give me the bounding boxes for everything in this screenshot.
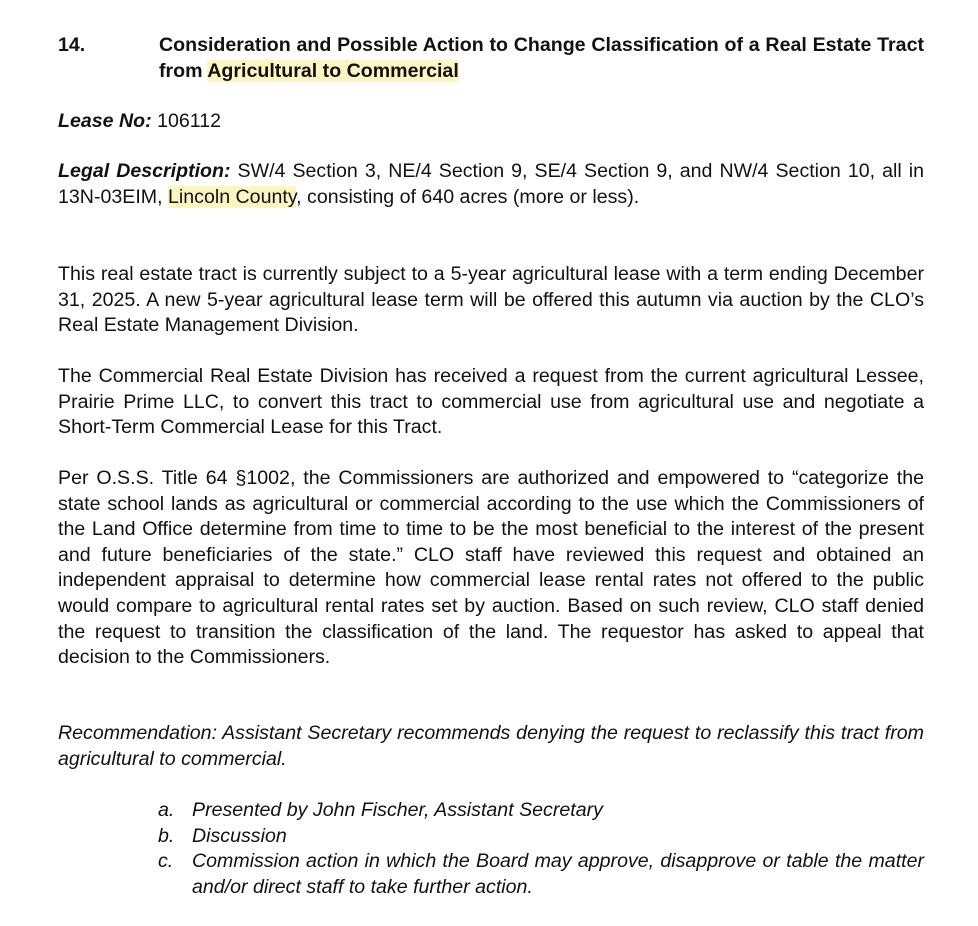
paragraph-lease-term [58,262,924,339]
list-marker: a. [158,799,175,821]
list-item [158,849,924,900]
recommendation [58,721,924,772]
lease-value: 106112 [151,110,222,132]
list-item-text: Commission action in which the Board may approve, disapprove or table the matter and/or direct staff to take further action. [192,850,924,898]
lease-label: Lease No: [58,110,152,132]
legal-description [58,159,924,210]
legal-text-before: SW/4 Section 3, NE/4 Section 9, SE/4 Section 9, and NW/4 Section 10, all in 13N-03EIM, [58,160,924,208]
paragraph-text: This real estate tract is currently subject to a 5-year agricultural lease with a term ending December 31, 2025. A new 5-year agricultural lease term will be offered this autumn via auction by the CLO’s Real Estate Management Division. [58,263,924,337]
paragraph-text: The Commercial Real Estate Division has received a request from the current agricultural Lessee, Prairie Prime LLC, to convert this tract to commercial use from agricultural use and negotiate a Short-Term Commercial Lease for this Tract. [58,365,924,439]
paragraph-request [58,364,924,441]
title-text: Consideration and Possible Action to Change Classification of a Real Estate Tract from [159,34,924,82]
list-item-text: Presented by John Fischer, Assistant Secretary [192,799,603,821]
paragraph-statute [58,466,924,671]
agenda-item-header [58,33,924,84]
agenda-item-number: 14. [58,34,86,56]
county-highlight: Lincoln County [168,185,297,208]
list-marker: b. [158,824,175,847]
paragraph-text: Per O.S.S. Title 64 §1002, the Commissioners are authorized and empowered to “categorize the state school lands as agricultural or commercial according to the use which the Commissioners of the Land Office determine from time to time to be the most beneficial to the interest of the present and future beneficiaries of the state.” CLO staff have reviewed this request and obtained an independent appraisal to determine how commercial lease rental rates not offered to the public would compare to agricultural rental rates set by auction. Based on such review, CLO staff denied the request to transition the classification of the land. The requestor has asked to appeal that decision to the Commissioners. [58,467,924,669]
recommendation-text: Recommendation: Assistant Secretary recommends denying the request to reclassify this tract from agricultural to commercial. [58,722,924,770]
list-item [158,824,924,850]
title-highlight: Agricultural to Commercial [207,59,459,82]
list-item [158,798,924,824]
lease-number-line [58,109,924,135]
list-marker: c. [158,850,174,873]
action-sub-list [158,798,924,900]
legal-text-after: , consisting of 640 acres (more or less). [296,185,640,208]
list-item-text: Discussion [192,824,287,847]
legal-label: Legal Description: [58,160,231,182]
agenda-item-title [159,33,924,84]
